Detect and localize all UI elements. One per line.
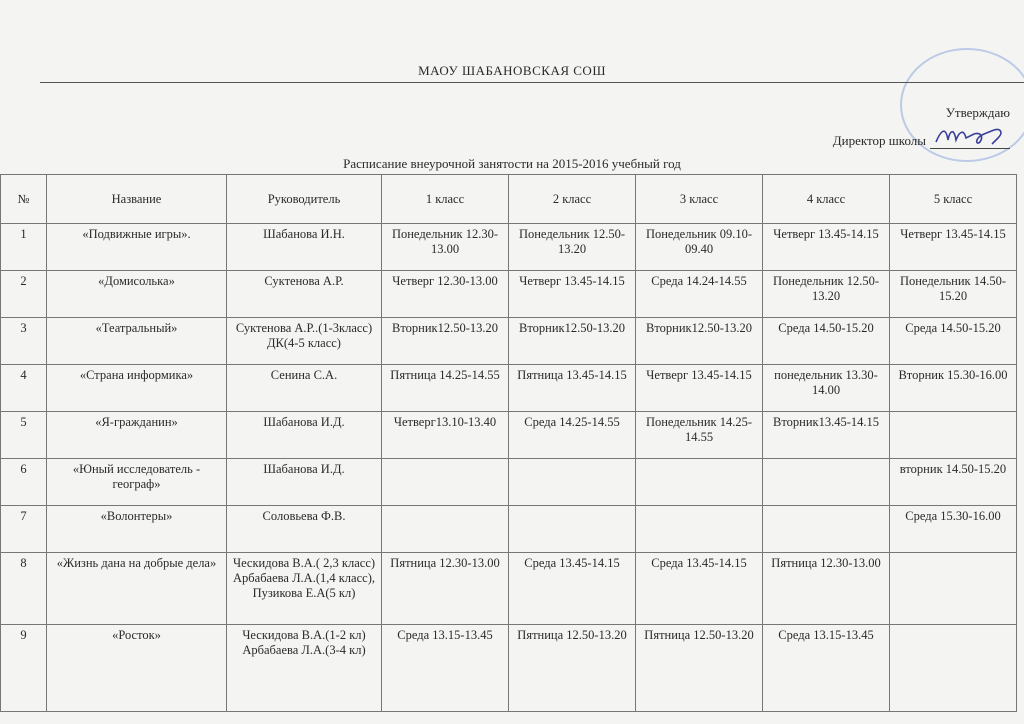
row-number: 5 [1, 412, 47, 459]
class-1-time: Четверг 12.30-13.00 [382, 271, 509, 318]
class-1-time: Четверг13.10-13.40 [382, 412, 509, 459]
table-row [1, 271, 1017, 318]
class-5-time: Среда 15.30-16.00 [890, 506, 1017, 553]
activity-name: «Страна информика» [47, 365, 227, 412]
class-1-time: Вторник12.50-13.20 [382, 318, 509, 365]
class-1-time: Пятница 14.25-14.55 [382, 365, 509, 412]
row-number: 6 [1, 459, 47, 506]
class-4-time: понедельник 13.30-14.00 [763, 365, 890, 412]
schedule-table [0, 174, 1017, 712]
class-2-time: Вторник12.50-13.20 [509, 318, 636, 365]
class-5-time: Четверг 13.45-14.15 [890, 224, 1017, 271]
class-1-time: Понедельник 12.30-13.00 [382, 224, 509, 271]
activity-leader: Суктенова А.Р. [227, 271, 382, 318]
class-2-time: Среда 14.25-14.55 [509, 412, 636, 459]
activity-name: «Волонтеры» [47, 506, 227, 553]
activity-leader: Соловьева Ф.В. [227, 506, 382, 553]
class-5-time: Вторник 15.30-16.00 [890, 365, 1017, 412]
table-row [1, 506, 1017, 553]
activity-leader: Ческидова В.А.( 2,3 класс) Арбабаева Л.А.(1,4 класс), Пузикова Е.А(5 кл) [227, 553, 382, 625]
class-5-time: Понедельник 14.50-15.20 [890, 271, 1017, 318]
activity-leader: Суктенова А.Р..(1-3класс) ДК(4-5 класс) [227, 318, 382, 365]
activity-leader: Сенина С.А. [227, 365, 382, 412]
class-4-time: Вторник13.45-14.15 [763, 412, 890, 459]
class-2-time: Понедельник 12.50-13.20 [509, 224, 636, 271]
activity-leader: Шабанова И.Д. [227, 412, 382, 459]
class-3-time: Понедельник 14.25-14.55 [636, 412, 763, 459]
table-row [1, 224, 1017, 271]
header-class-4: 4 класс [763, 175, 890, 224]
activity-leader: Ческидова В.А.(1-2 кл) Арбабаева Л.А.(3-4 кл) [227, 625, 382, 712]
class-1-time: Пятница 12.30-13.00 [382, 553, 509, 625]
activity-name: «Я-гражданин» [47, 412, 227, 459]
row-number: 3 [1, 318, 47, 365]
class-2-time: Среда 13.45-14.15 [509, 553, 636, 625]
class-3-time [636, 506, 763, 553]
activity-leader: Шабанова И.Н. [227, 224, 382, 271]
class-3-time: Среда 13.45-14.15 [636, 553, 763, 625]
class-2-time: Четверг 13.45-14.15 [509, 271, 636, 318]
class-5-time [890, 553, 1017, 625]
class-3-time: Вторник12.50-13.20 [636, 318, 763, 365]
class-3-time: Среда 14.24-14.55 [636, 271, 763, 318]
table-row [1, 459, 1017, 506]
class-3-time: Понедельник 09.10-09.40 [636, 224, 763, 271]
activity-name: «Росток» [47, 625, 227, 712]
header-name: Название [47, 175, 227, 224]
table-row [1, 365, 1017, 412]
class-5-time: Среда 14.50-15.20 [890, 318, 1017, 365]
class-5-time [890, 412, 1017, 459]
header-class-5: 5 класс [890, 175, 1017, 224]
row-number: 7 [1, 506, 47, 553]
class-2-time [509, 459, 636, 506]
class-2-time: Пятница 12.50-13.20 [509, 625, 636, 712]
row-number: 2 [1, 271, 47, 318]
header-class-2: 2 класс [509, 175, 636, 224]
header-class-3: 3 класс [636, 175, 763, 224]
header-number: № [1, 175, 47, 224]
activity-name: «Домисолька» [47, 271, 227, 318]
class-4-time [763, 459, 890, 506]
class-1-time: Среда 13.15-13.45 [382, 625, 509, 712]
activity-name: «Подвижные игры». [47, 224, 227, 271]
class-1-time [382, 459, 509, 506]
table-row [1, 318, 1017, 365]
header-leader: Руководитель [227, 175, 382, 224]
class-4-time [763, 506, 890, 553]
class-3-time: Четверг 13.45-14.15 [636, 365, 763, 412]
row-number: 8 [1, 553, 47, 625]
activity-name: «Театральный» [47, 318, 227, 365]
class-4-time: Пятница 12.30-13.00 [763, 553, 890, 625]
activity-name: «Жизнь дана на добрые дела» [47, 553, 227, 625]
class-4-time: Понедельник 12.50-13.20 [763, 271, 890, 318]
table-row [1, 553, 1017, 625]
class-3-time [636, 459, 763, 506]
header-divider [40, 82, 1024, 83]
class-5-time [890, 625, 1017, 712]
document-title: Расписание внеурочной занятости на 2015-2016 учебный год [343, 156, 681, 171]
signature-icon [934, 124, 1010, 150]
table-row [1, 412, 1017, 459]
table-row [1, 625, 1017, 712]
director-signature-block [833, 130, 1010, 149]
class-2-time [509, 506, 636, 553]
approve-label: Утверждаю [945, 105, 1010, 120]
activity-name: «Юный исследователь - географ» [47, 459, 227, 506]
class-5-time: вторник 14.50-15.20 [890, 459, 1017, 506]
class-1-time [382, 506, 509, 553]
director-label: Директор школы [832, 133, 926, 148]
row-number: 1 [1, 224, 47, 271]
row-number: 4 [1, 365, 47, 412]
class-3-time: Пятница 12.50-13.20 [636, 625, 763, 712]
activity-leader: Шабанова И.Д. [227, 459, 382, 506]
signature-line [930, 130, 1010, 149]
organization-name: МАОУ ШАБАНОВСКАЯ СОШ [418, 63, 606, 78]
class-4-time: Среда 14.50-15.20 [763, 318, 890, 365]
header-class-1: 1 класс [382, 175, 509, 224]
class-4-time: Среда 13.15-13.45 [763, 625, 890, 712]
table-header-row [1, 175, 1017, 224]
class-4-time: Четверг 13.45-14.15 [763, 224, 890, 271]
class-2-time: Пятница 13.45-14.15 [509, 365, 636, 412]
row-number: 9 [1, 625, 47, 712]
